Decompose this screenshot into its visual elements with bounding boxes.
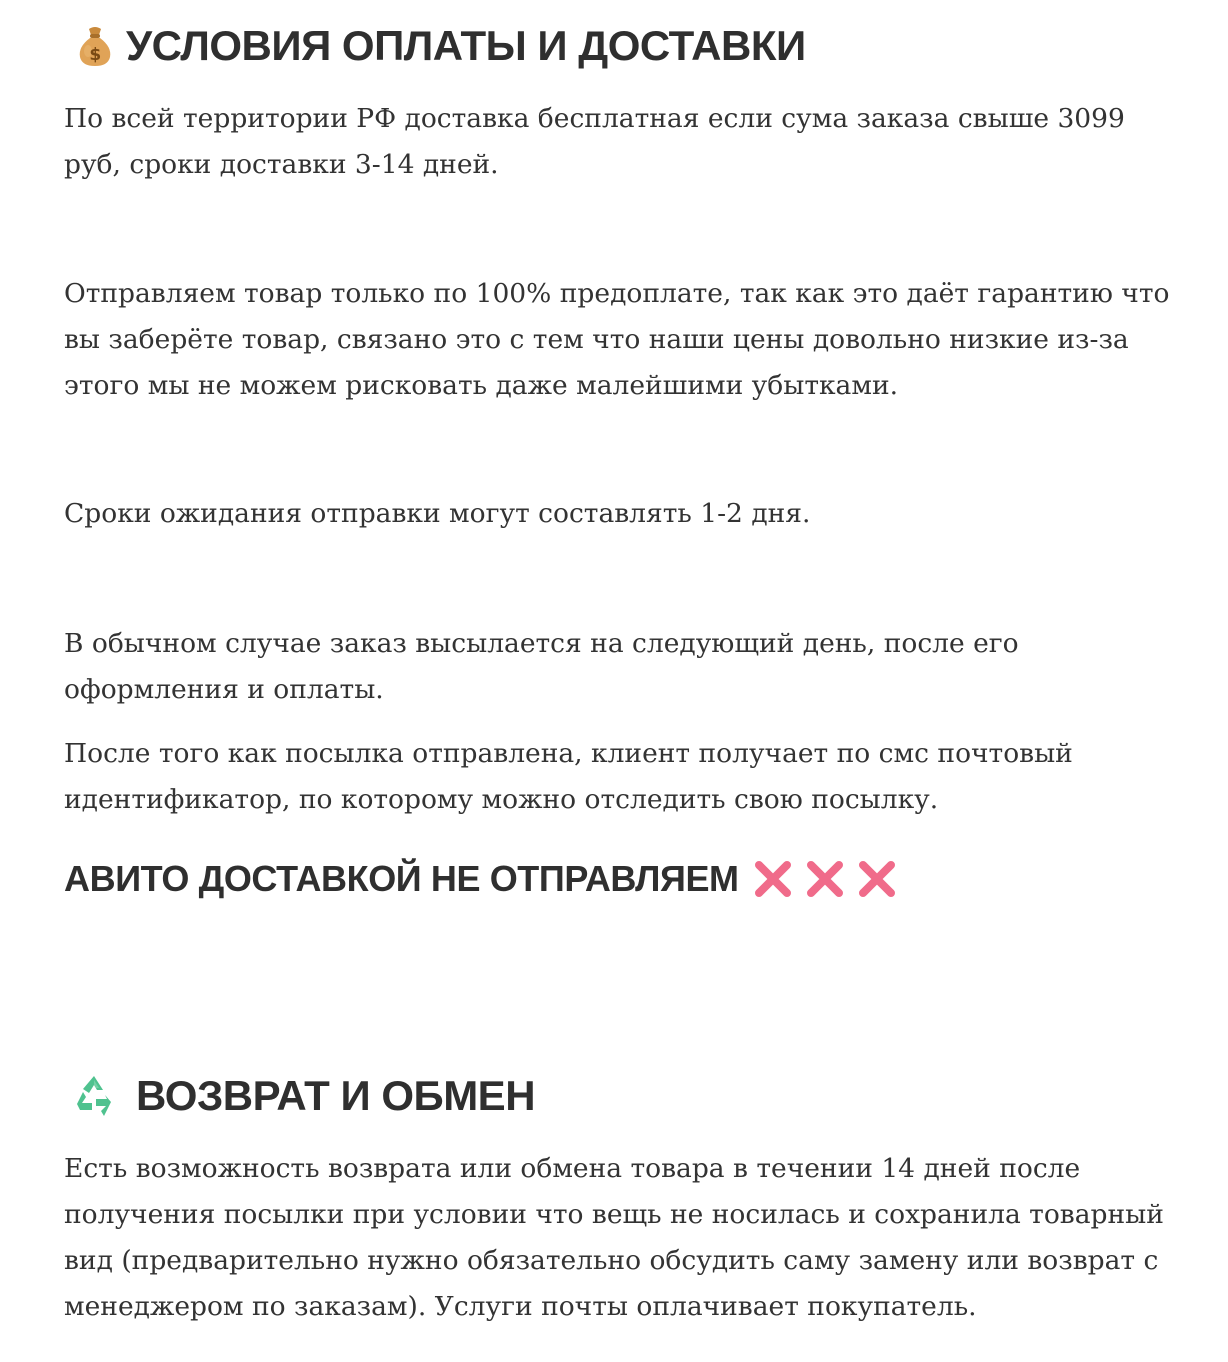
next-day-paragraph: В обычном случае заказ высылается на следующий день, после его оформления и оплаты. [64, 628, 1019, 705]
recycle-icon [70, 1072, 118, 1120]
money-bag-icon [72, 23, 118, 69]
payment-delivery-heading [64, 22, 1174, 70]
avito-notice-text: АВИТО ДОСТАВКОЙ НЕ ОТПРАВЛЯЕМ [64, 858, 739, 899]
return-exchange-heading [64, 1072, 1174, 1120]
svg-text:$: $ [89, 45, 101, 66]
cross-mark-icon [805, 859, 845, 899]
tracking-paragraph: После того как посылка отправлена, клиент получает по смс почтовый идентификатор, по которому можно отследить свою посылку. [64, 738, 1073, 815]
return-paragraph: Есть возможность возврата или обмена товара в течении 14 дней после получения посылки при условии что вещь не носилась и сохранила товарный вид (предварительно нужно обязательно обсудить саму замену или возврат с менеджером по заказам). Услуги почты оплачивает покупатель. [64, 1153, 1164, 1322]
prepayment-paragraph: Отправляем товар только по 100% предоплате, так как это даёт гарантию что вы заберёте товар, связано это с тем что наши цены довольно низкие из-за этого мы не можем рисковать даже малейшими убытками. [64, 278, 1170, 401]
avito-notice [64, 858, 1174, 899]
payment-delivery-title: УСЛОВИЯ ОПЛАТЫ И ДОСТАВКИ [126, 22, 806, 69]
cross-mark-icon [753, 859, 793, 899]
shipping-wait-paragraph: Сроки ожидания отправки могут составлять 1-2 дня. [64, 498, 811, 529]
cross-mark-icon [857, 859, 897, 899]
delivery-paragraph: По всей территории РФ доставка бесплатная если сума заказа свыше 3099 руб, сроки доставки 3-14 дней. [64, 103, 1125, 180]
return-exchange-title: ВОЗВРАТ И ОБМЕН [136, 1072, 536, 1119]
